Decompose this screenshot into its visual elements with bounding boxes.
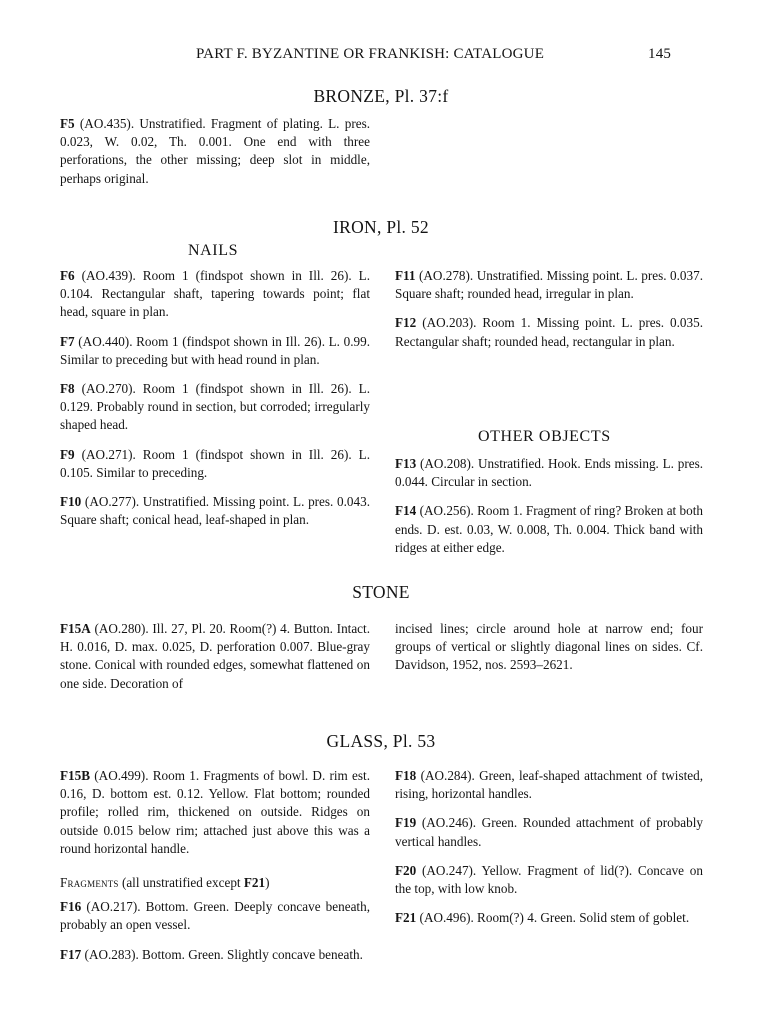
catalogue-entry-f6 [60,267,370,322]
catalogue-entry-f17 [60,946,370,964]
section-heading-glass: GLASS, Pl. 53 [326,731,436,751]
iron-left-column [60,267,370,540]
fragments-note: (all unstratified except [118,875,244,891]
catalogue-entry-f8 [60,380,370,435]
entry-id: F9 [60,446,75,462]
catalogue-entry-f12 [395,314,703,350]
catalogue-entry-f5 [60,115,370,188]
entry-id: F6 [60,268,75,283]
entry-id: F12 [395,315,417,331]
entry-text: (AO.256). Room 1. Fragment of ring? Broken at both ends. D. est. 0.03, W. 0.008, Th. 0.004. Thick band with ridges at either edge. [395,503,703,555]
entry-id: F10 [60,494,82,510]
entry-id: F21 [395,910,417,926]
entry-id: F19 [395,815,417,831]
catalogue-entry-f15a-continued: incised lines; circle around hole at narrow end; four groups of vertical or slightly diagonal lines on sides. Cf. Davidson, 1952, nos. 2593–2621. [395,621,703,673]
entry-id: F8 [60,381,75,397]
glass-right-column [395,767,703,938]
entry-text: (AO.283). Bottom. Green. Slightly concave beneath. [81,946,363,962]
catalogue-entry-f18 [395,767,703,803]
catalogue-entry-f7 [60,333,370,369]
catalogue-entry-f20 [395,862,703,898]
section-heading-stone: STONE [352,582,410,602]
entry-id: F15B [60,768,91,783]
fragments-note-id: F21 [243,875,266,891]
entry-id: F15A [60,621,91,636]
fragments-label: Fragments [60,875,119,891]
catalogue-entry-f15b [60,767,370,858]
other-objects-column [395,455,703,568]
entry-text: (AO.496). Room(?) 4. Green. Solid stem of goblet. [416,910,690,926]
entry-id: F7 [60,333,75,349]
fragments-heading [60,874,370,892]
entry-id: F18 [395,768,417,783]
entry-text: (AO.280). Ill. 27, Pl. 20. Room(?) 4. Button. Intact. H. 0.016, D. max. 0.025, D. perforation 0.007. Blue-gray stone. Conical with rounded edges, somewhat flattened on one side. Decoration of [60,621,370,691]
entry-text: (AO.277). Unstratified. Missing point. L. pres. 0.043. Square shaft; conical head, leaf-shaped in plan. [60,494,370,528]
stone-right-column [395,620,703,675]
entry-text: (AO.440). Room 1 (findspot shown in Ill. 26). L. 0.99. Similar to preceding but with head round in plan. [60,333,370,367]
entry-id: F14 [395,503,417,519]
catalogue-entry-f9 [60,446,370,482]
catalogue-entry-f10 [60,493,370,529]
catalogue-entry-f16 [60,898,370,934]
glass-left-column [60,767,370,975]
subheading-other-objects: OTHER OBJECTS [478,428,611,445]
running-head [0,46,762,66]
catalogue-entry-f21 [395,909,703,927]
entry-id: F20 [395,862,417,878]
catalogue-entry-f19 [395,814,703,850]
catalogue-entry-f13 [395,455,703,491]
entry-id: F17 [60,946,82,962]
subheading-nails: NAILS [188,242,239,259]
entry-id: F13 [395,456,417,471]
catalogue-entry-f11 [395,267,703,303]
entry-text: (AO.435). Unstratified. Fragment of plating. L. pres. 0.023, W. 0.02, Th. 0.001. One end with three perforations, the other missing; deep slot in middle, perhaps original. [60,116,370,186]
entry-id: F11 [395,268,416,283]
entry-text: (AO.439). Room 1 (findspot shown in Ill. 26). L. 0.104. Rectangular shaft, tapering towards point; flat head, square in plan. [60,268,370,320]
bronze-column [60,115,370,199]
entry-text: (AO.278). Unstratified. Missing point. L. pres. 0.037. Square shaft; rounded head, irregular in plan. [395,268,703,302]
fragments-note-end: ) [265,875,270,891]
section-heading-iron: IRON, Pl. 52 [333,217,429,237]
catalogue-entry-f14 [395,502,703,557]
entry-text: (AO.270). Room 1 (findspot shown in Ill. 26). L. 0.129. Probably round in section, but corroded; irregularly shaped head. [60,381,370,433]
entry-id: F16 [60,899,82,915]
iron-right-column [395,267,703,362]
section-heading-bronze: BRONZE, Pl. 37:f [313,86,449,106]
running-head-title: PART F. BYZANTINE OR FRANKISH: CATALOGUE [196,46,545,62]
entry-text: (AO.217). Bottom. Green. Deeply concave beneath, probably an open vessel. [60,899,370,933]
entry-text: (AO.271). Room 1 (findspot shown in Ill. 26). L. 0.105. Similar to preceding. [60,446,370,480]
entry-id: F5 [60,116,75,131]
entry-text: (AO.499). Room 1. Fragments of bowl. D. rim est. 0.16, D. bottom est. 0.12. Yellow. Flat bottom; rounded profile; rolled rim, thickened on outside. Ridges on outside 0.015 below rim; attached just above this was a round horizontal handle. [60,768,370,856]
stone-left-column [60,620,370,693]
catalogue-entry-f15a [60,620,370,693]
entry-text: (AO.247). Yellow. Fragment of lid(?). Concave on the top, with low knob. [395,862,703,897]
entry-text: (AO.208). Unstratified. Hook. Ends missing. L. pres. 0.044. Circular in section. [395,456,703,490]
entry-text: (AO.203). Room 1. Missing point. L. pres. 0.035. Rectangular shaft; rounded head, rectangular in plan. [395,315,703,349]
page-number: 145 [648,46,672,62]
entry-text: (AO.246). Green. Rounded attachment of probably vertical handles. [395,815,703,849]
entry-text: (AO.284). Green, leaf-shaped attachment of twisted, rising, horizontal handles. [395,768,703,802]
